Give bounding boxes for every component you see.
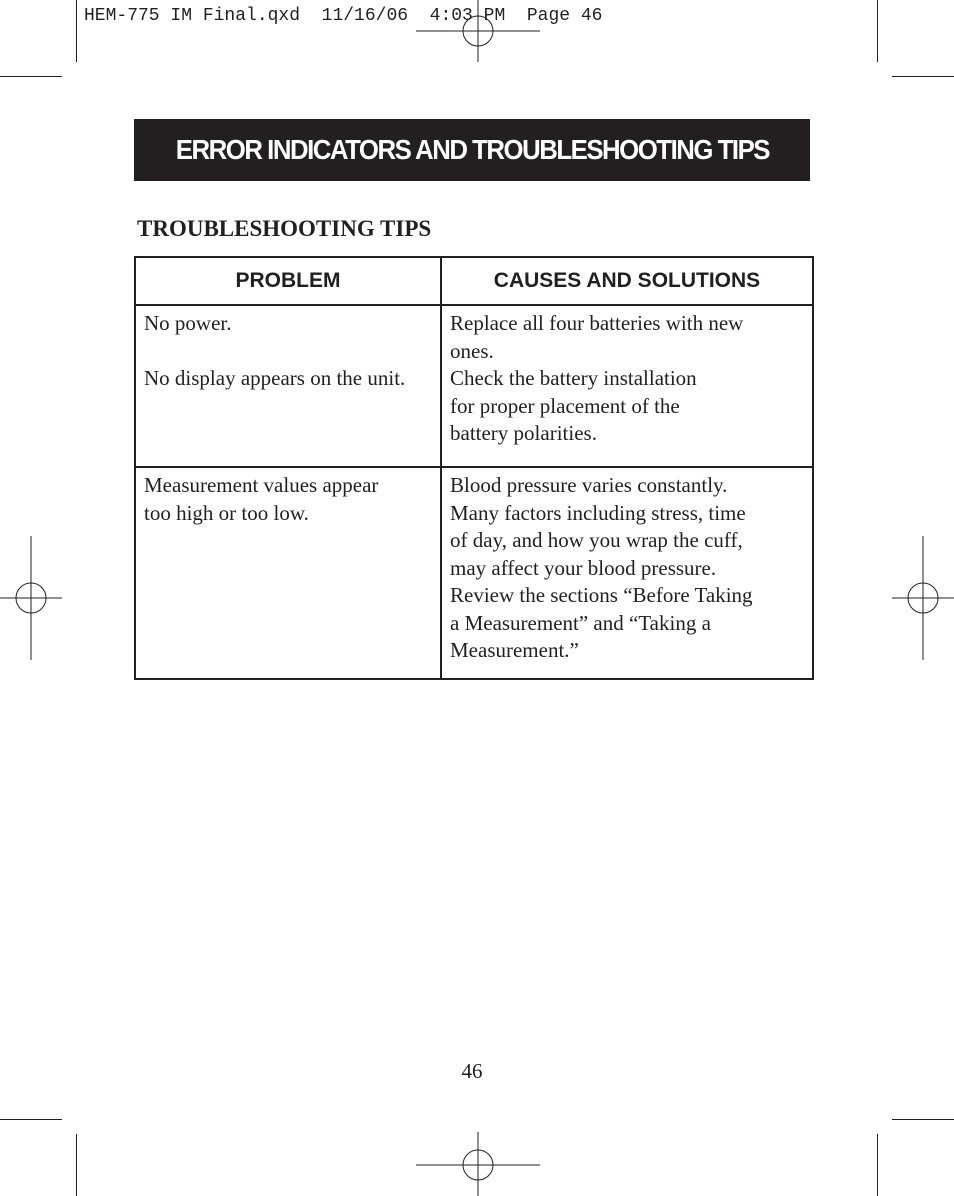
registration-mark-left-icon <box>0 536 64 660</box>
column-header-problem: PROBLEM <box>135 257 441 305</box>
problem-cell <box>135 305 441 467</box>
table-row <box>135 305 813 467</box>
table-header-row <box>135 257 813 305</box>
print-slug: HEM-775 IM Final.qxd 11/16/06 4:03 PM Page 46 <box>84 6 603 26</box>
crop-mark-top-right-horizontal <box>892 76 954 77</box>
crop-mark-bottom-left-vertical <box>76 1134 77 1196</box>
section-heading: TROUBLESHOOTING TIPS <box>137 216 432 241</box>
page-title: ERROR INDICATORS AND TROUBLESHOOTING TIPS <box>175 134 769 165</box>
problem-text: Measurement values appear <box>144 473 379 497</box>
solution-text: battery polarities. <box>450 421 597 445</box>
problem-text: too high or too low. <box>144 500 309 525</box>
crop-mark-bottom-right-horizontal <box>892 1119 954 1120</box>
troubleshooting-table <box>134 256 814 680</box>
column-header-causes-and-solutions: CAUSES AND SOLUTIONS <box>441 257 813 305</box>
solution-text: of day, and how you wrap the cuff, <box>450 528 743 552</box>
solution-text: Review the sections “Before Taking <box>450 583 753 607</box>
crop-mark-bottom-left-horizontal <box>0 1119 62 1120</box>
page-title-banner <box>134 119 810 181</box>
problem-text: No power. <box>144 311 232 335</box>
solution-text: for proper placement of the <box>450 393 680 418</box>
registration-mark-right-icon <box>892 536 954 660</box>
problem-cell <box>135 467 441 679</box>
page-number: 46 <box>461 1059 483 1083</box>
crop-mark-top-left-horizontal <box>0 76 62 77</box>
solution-text: Replace all four batteries with new <box>450 311 744 335</box>
solution-text: a Measurement” and “Taking a <box>450 610 711 635</box>
crop-mark-bottom-right-vertical <box>877 1134 878 1196</box>
solution-text: Check the battery installation <box>450 366 697 390</box>
solution-cell <box>441 305 813 467</box>
problem-text: No display appears on the unit. <box>144 365 406 390</box>
solution-cell <box>441 467 813 679</box>
solution-text: Measurement.” <box>450 638 579 662</box>
solution-text: Many factors including stress, time <box>450 500 746 525</box>
crop-mark-top-left-vertical <box>76 0 77 62</box>
solution-text: ones. <box>450 338 494 363</box>
line-spacer <box>144 338 434 365</box>
table-row <box>135 467 813 679</box>
crop-mark-top-right-vertical <box>877 0 878 62</box>
solution-text: Blood pressure varies constantly. <box>450 473 728 497</box>
registration-mark-bottom-icon <box>416 1132 540 1196</box>
solution-text: may affect your blood pressure. <box>450 555 717 580</box>
registration-mark-top-icon <box>416 0 540 64</box>
